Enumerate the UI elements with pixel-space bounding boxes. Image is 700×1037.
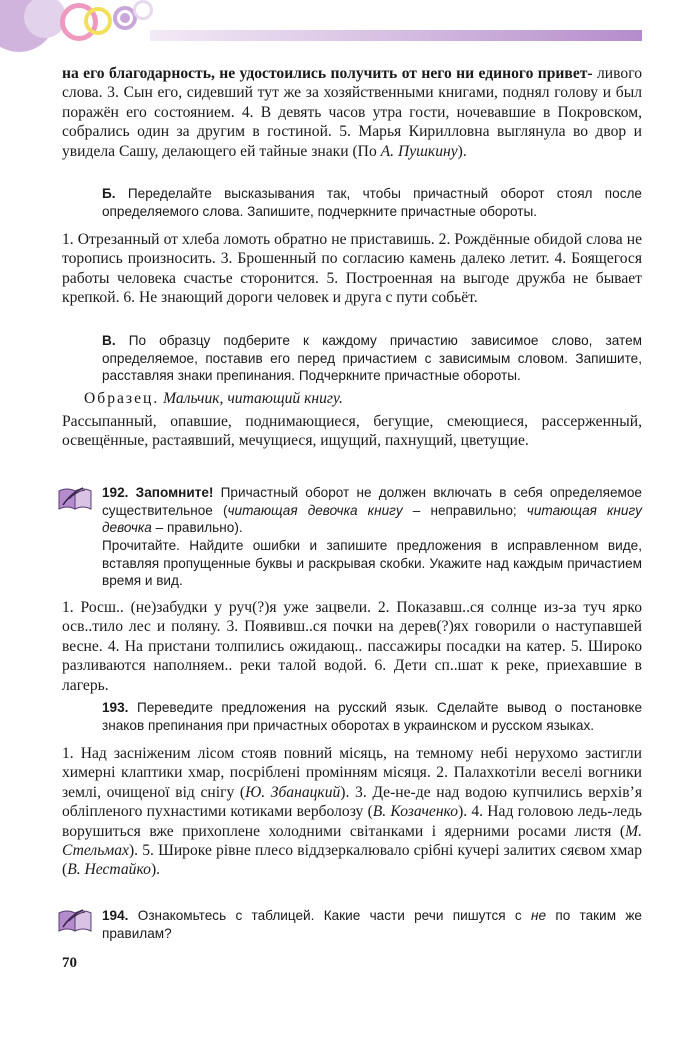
task-text: по таким же правилам? bbox=[102, 908, 642, 941]
page-number: 70 bbox=[62, 955, 77, 971]
task-label: Б. bbox=[102, 186, 116, 201]
exercise-number: 193. bbox=[102, 700, 129, 715]
exercise-194-task bbox=[102, 907, 642, 942]
task-b bbox=[102, 185, 642, 220]
author-name: М. Стельмах bbox=[62, 822, 642, 860]
paragraph-text: ливого слова. 3. Сын его, сидевший тут же за хозяйственными книгами, поднял голову и был поражён его состоянием. 4. В девять часов утра гости, ночевавшие в Покровском, собрались один за другим в гостиной. 5. Марья Кирилловна выглянула во двор и увидела Сашу, делающего ей тайные знаки (По bbox=[62, 65, 642, 160]
rule-text: Причастный оборот не должен включать в себя определяемое существительное ( bbox=[102, 485, 642, 518]
sentence-text: ). 5. Широке рівне плесо віддзеркалювало срібні кучері залитих сяєвом хмар ( bbox=[62, 842, 642, 879]
page-header-decoration bbox=[0, 0, 700, 56]
decor-ring bbox=[84, 7, 112, 35]
book-feather-icon bbox=[57, 907, 93, 933]
sample-label: Образец. bbox=[84, 390, 160, 407]
wrong-example: читающая девочка книгу bbox=[227, 502, 403, 518]
exercise-sentences: 1. Отрезанный от хлеба ломоть обратно не приставишь. 2. Рождённые обидой слова не торопись произносить. 3. Брошенный по согласию камень далеко летит. 4. Боящегося работы человека счастье сторонится. 5. Построенная на выгоде дружба не бывает крепкой. 6. Не знающий дороги человек и друга с пути собьёт. bbox=[62, 231, 642, 307]
author-name: Ю. Збанацкий bbox=[245, 783, 341, 801]
exercise-192-rule bbox=[102, 484, 642, 537]
sample-text: Мальчик, читающий книгу. bbox=[163, 390, 343, 407]
particle-ne: не bbox=[531, 908, 547, 923]
sentence-text: ). 4. Над головою ледь-ледь ворушиться вже прихоплене холодними світанками і ядерними росами листя ( bbox=[62, 803, 643, 840]
rule-text: – неправильно; bbox=[402, 502, 527, 518]
decor-circle bbox=[120, 13, 130, 23]
header-bar bbox=[150, 30, 642, 41]
exercise-number: 194. bbox=[102, 908, 129, 923]
paragraph-end: ). bbox=[457, 142, 467, 160]
task-text: По образцу подберите к каждому причастию зависимое слово, затем определяемое, поставив его перед причастием с зависимым словом. Запишите, расставляя знаки препинания. Подчеркните причастные обороты. bbox=[102, 333, 642, 384]
task-text: Ознакомьтесь с таблицей. Какие части речи пишутся с bbox=[128, 908, 531, 923]
remember-label: Запомните! bbox=[135, 485, 214, 500]
author-name: А. Пушкину bbox=[380, 142, 458, 160]
exercise-193-sentences bbox=[62, 744, 642, 880]
sentence-text: ). 3. Де-не-де над водою купчились верхів’я обліпленого пухнастими котиками верболозу ( bbox=[62, 783, 642, 821]
right-example: читающая книгу девочка bbox=[102, 502, 642, 536]
task-text: Переделайте высказывания так, чтобы причастный оборот стоял после определяемого слова. Запишите, подчеркните причастные обороты. bbox=[102, 186, 642, 219]
author-name: В. Козаченко bbox=[372, 803, 459, 821]
sentence-text: 1. Над засніженим лісом стояв повний місяць, на темному небі нерухомо застигли химерні клаптики хмар, посріблені промінням місяця. 2. Палахкотіли веселі вогники землі, очищеної від снігу ( bbox=[62, 745, 642, 801]
task-v bbox=[102, 332, 642, 385]
book-feather-icon bbox=[57, 485, 93, 511]
exercise-192-task: Прочитайте. Найдите ошибки и запишите предложения в исправленном виде, вставляя пропущенные буквы и раскрывая скобки. Укажите над каждым причастием время и вид. bbox=[102, 538, 642, 589]
task-text: Переведите предложения на русский язык. Сделайте вывод о постановке знаков препинания при причастных оборотах в украинском и русском языках. bbox=[102, 700, 642, 733]
bold-lead: на его благодарность, не удостоились получить от него ни единого привет- bbox=[62, 65, 593, 82]
rule-text: – правильно). bbox=[151, 520, 243, 536]
exercise-number: 192. bbox=[102, 485, 129, 500]
sample-line bbox=[84, 389, 642, 408]
participle-list: Рассыпанный, опавшие, поднимающиеся, бегущие, смеющиеся, рассерженный, освещённые, растаявший, мечущиеся, ищущий, пахнущий, цветущие. bbox=[62, 413, 642, 450]
exercise-192-sentences: 1. Росш.. (не)забудки у руч(?)я уже зацвели. 2. Показавш..ся солнце из-за туч ярко осв..тило лес и поляну. 3. Появивш..ся почки на дерев(?)ях говорили о наступавшей весне. 4. На пристани толпились ожидающ.. пассажиры посадки на катер. 5. Широко разливаются наполняем.. реки талой водой. 6. Дети сп..шат к реке, приехавшие в лагерь. bbox=[62, 599, 642, 694]
decor-ring bbox=[133, 0, 153, 20]
task-label: В. bbox=[102, 333, 116, 348]
exercise-193-task bbox=[102, 699, 642, 734]
exercise-text-continuation bbox=[62, 64, 642, 161]
sentence-text: ). bbox=[150, 861, 161, 879]
author-name: В. Нестайко bbox=[67, 861, 151, 879]
